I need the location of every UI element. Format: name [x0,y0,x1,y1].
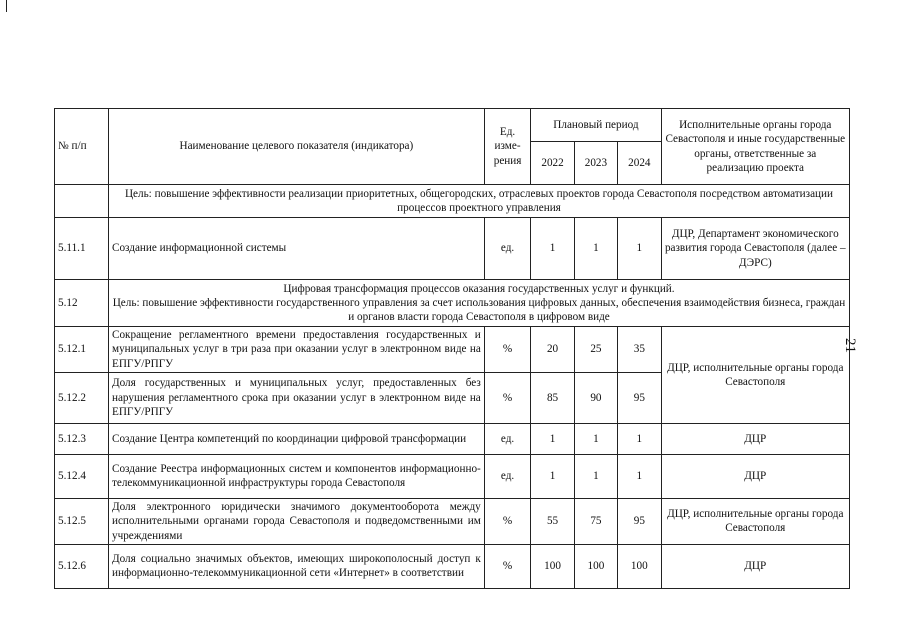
row-value-2024: 1 [618,423,661,454]
row-unit: % [484,372,531,423]
row-unit: ед. [484,423,531,454]
row-org: ДЦР, Департамент экономического развития города Севастополя (далее – ДЭРС) [661,218,849,280]
row-value-2024: 1 [618,454,661,498]
row-value-2024: 35 [618,327,661,373]
row-value-2022: 20 [531,327,574,373]
row-unit: % [484,327,531,373]
row-value-2023: 90 [574,372,617,423]
row-value-2023: 1 [574,218,617,280]
row-name: Доля электронного юридически значимого документооборота между исполнительными органами города Севастополя и подведомственными им учреждениями [108,498,484,544]
header-year-2022: 2022 [531,142,574,185]
row-value-2022: 85 [531,372,574,423]
row-name: Создание Центра компетенций по координации цифровой трансформации [108,423,484,454]
header-unit: Ед. изме-рения [484,109,531,185]
section-text [108,280,849,327]
row-value-2024: 95 [618,372,661,423]
row-unit: ед. [484,454,531,498]
table-row [55,498,850,544]
header-org: Исполнительные органы города Севастополя и иные государственные органы, ответственные за реализацию проекта [661,109,849,185]
row-name: Сокращение регламентного времени предоставления государственных и муниципальных услуг в три раза при оказании услуг в электронном виде на ЕПГУ/РПГУ [108,327,484,373]
header-plan: Плановый период [531,109,661,142]
row-org: ДЦР, исполнительные органы города Севастополя [661,498,849,544]
row-value-2022: 55 [531,498,574,544]
row-unit: % [484,498,531,544]
row-num: 5.12.5 [55,498,109,544]
row-unit: ед. [484,218,531,280]
row-name: Доля социально значимых объектов, имеющих широкополосный доступ к информационно-телекоммуникационной сети «Интернет» в соответствии [108,544,484,588]
section-title: Цифровая трансформация процессов оказания государственных услуг и функций. [283,282,675,295]
row-name: Доля государственных и муниципальных услуг, предоставленных без нарушения регламентного срока при оказании услуг в электронном виде на ЕПГУ/РПГУ [108,372,484,423]
header-year-2023: 2023 [574,142,617,185]
indicators-table [54,108,850,589]
goal-num-cell [55,185,109,218]
section-goal: Цель: повышение эффективности государственного управления за счет использования цифровых данных, обеспечения взаимодействия бизнеса, граждан и органов власти города Севастополя в цифровом виде [112,296,846,324]
header-num: № п/п [55,109,109,185]
row-unit: % [484,544,531,588]
row-value-2024: 1 [618,218,661,280]
row-value-2023: 1 [574,423,617,454]
row-value-2022: 100 [531,544,574,588]
row-value-2023: 1 [574,454,617,498]
row-name: Создание Реестра информационных систем и компонентов информационно-телекоммуникационной инфраструктуры города Севастополя [108,454,484,498]
row-org: ДЦР [661,423,849,454]
goal-row [55,185,850,218]
section-num: 5.12 [55,280,109,327]
row-num: 5.12.1 [55,327,109,373]
row-value-2023: 25 [574,327,617,373]
row-num: 5.12.6 [55,544,109,588]
table-row [55,218,850,280]
page-number: 21 [842,338,858,353]
row-value-2024: 100 [618,544,661,588]
row-num: 5.12.4 [55,454,109,498]
header-year-2024: 2024 [618,142,661,185]
row-num: 5.12.2 [55,372,109,423]
row-org: ДЦР [661,544,849,588]
table-row [55,544,850,588]
row-org: ДЦР [661,454,849,498]
table-row [55,423,850,454]
row-value-2022: 1 [531,454,574,498]
row-name: Создание информационной системы [108,218,484,280]
row-value-2024: 95 [618,498,661,544]
header-row-1 [55,109,850,142]
table-row [55,327,850,373]
row-num: 5.12.3 [55,423,109,454]
header-name: Наименование целевого показателя (индикатора) [108,109,484,185]
section-row [55,280,850,327]
row-value-2022: 1 [531,218,574,280]
goal-text: Цель: повышение эффективности реализации приоритетных, общегородских, отраслевых проектов города Севастополя посредством автоматизации процессов проектного управления [108,185,849,218]
row-value-2022: 1 [531,423,574,454]
row-value-2023: 100 [574,544,617,588]
row-num: 5.11.1 [55,218,109,280]
corner-mark [0,0,7,12]
table-row [55,454,850,498]
row-org: ДЦР, исполнительные органы города Севастополя [661,327,849,424]
row-value-2023: 75 [574,498,617,544]
